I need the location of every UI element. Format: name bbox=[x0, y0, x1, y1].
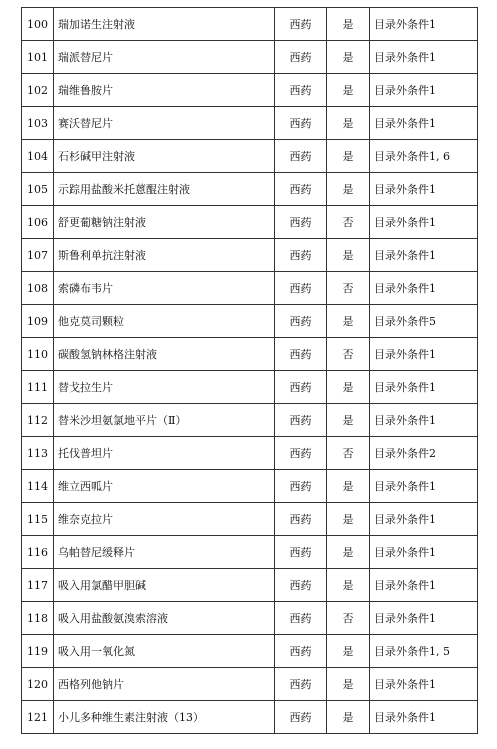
table-row bbox=[22, 173, 478, 206]
drug-category-cell: 西药 bbox=[275, 371, 327, 404]
condition-cell: 目录外条件5 bbox=[370, 305, 478, 338]
flag-cell: 否 bbox=[327, 272, 370, 305]
flag-cell: 是 bbox=[327, 404, 370, 437]
table-row bbox=[22, 74, 478, 107]
drug-name-cell: 碳酸氢钠林格注射液 bbox=[54, 338, 275, 371]
drug-name-cell: 斯鲁利单抗注射液 bbox=[54, 239, 275, 272]
drug-category-cell: 西药 bbox=[275, 140, 327, 173]
condition-cell: 目录外条件1 bbox=[370, 701, 478, 734]
drug-name-cell: 瑞派替尼片 bbox=[54, 41, 275, 74]
table-row bbox=[22, 668, 478, 701]
drug-category-cell: 西药 bbox=[275, 272, 327, 305]
drug-name-cell: 西格列他钠片 bbox=[54, 668, 275, 701]
condition-cell: 目录外条件1 bbox=[370, 569, 478, 602]
table-row bbox=[22, 470, 478, 503]
table-row bbox=[22, 206, 478, 239]
document-page bbox=[21, 7, 477, 734]
condition-cell: 目录外条件1 bbox=[370, 107, 478, 140]
row-number-cell: 103 bbox=[22, 107, 54, 140]
flag-cell: 是 bbox=[327, 8, 370, 41]
row-number-cell: 120 bbox=[22, 668, 54, 701]
table-row bbox=[22, 107, 478, 140]
flag-cell: 否 bbox=[327, 602, 370, 635]
drug-name-cell: 乌帕替尼缓释片 bbox=[54, 536, 275, 569]
drug-category-cell: 西药 bbox=[275, 668, 327, 701]
drug-name-cell: 赛沃替尼片 bbox=[54, 107, 275, 140]
drug-category-cell: 西药 bbox=[275, 635, 327, 668]
drug-name-cell: 吸入用氯醋甲胆碱 bbox=[54, 569, 275, 602]
row-number-cell: 105 bbox=[22, 173, 54, 206]
flag-cell: 是 bbox=[327, 635, 370, 668]
row-number-cell: 108 bbox=[22, 272, 54, 305]
flag-cell: 是 bbox=[327, 503, 370, 536]
drug-category-cell: 西药 bbox=[275, 569, 327, 602]
flag-cell: 是 bbox=[327, 470, 370, 503]
table-row bbox=[22, 536, 478, 569]
row-number-cell: 101 bbox=[22, 41, 54, 74]
table-row bbox=[22, 371, 478, 404]
drug-name-cell: 示踪用盐酸米托蒽醌注射液 bbox=[54, 173, 275, 206]
flag-cell: 否 bbox=[327, 338, 370, 371]
drug-name-cell: 维立西呱片 bbox=[54, 470, 275, 503]
condition-cell: 目录外条件1 bbox=[370, 338, 478, 371]
drug-name-cell: 吸入用盐酸氨溴索溶液 bbox=[54, 602, 275, 635]
row-number-cell: 109 bbox=[22, 305, 54, 338]
drug-name-cell: 替戈拉生片 bbox=[54, 371, 275, 404]
drug-name-cell: 托伐普坦片 bbox=[54, 437, 275, 470]
condition-cell: 目录外条件1 bbox=[370, 272, 478, 305]
drug-name-cell: 舒更葡糖钠注射液 bbox=[54, 206, 275, 239]
drug-category-cell: 西药 bbox=[275, 437, 327, 470]
drug-category-cell: 西药 bbox=[275, 305, 327, 338]
condition-cell: 目录外条件1 bbox=[370, 668, 478, 701]
flag-cell: 是 bbox=[327, 239, 370, 272]
flag-cell: 是 bbox=[327, 173, 370, 206]
row-number-cell: 104 bbox=[22, 140, 54, 173]
table-row bbox=[22, 635, 478, 668]
table-row bbox=[22, 701, 478, 734]
drug-list-table bbox=[21, 7, 478, 734]
drug-category-cell: 西药 bbox=[275, 470, 327, 503]
drug-name-cell: 索磷布韦片 bbox=[54, 272, 275, 305]
row-number-cell: 111 bbox=[22, 371, 54, 404]
table-row bbox=[22, 140, 478, 173]
table-row bbox=[22, 569, 478, 602]
drug-category-cell: 西药 bbox=[275, 41, 327, 74]
row-number-cell: 100 bbox=[22, 8, 54, 41]
drug-category-cell: 西药 bbox=[275, 503, 327, 536]
table-row bbox=[22, 8, 478, 41]
flag-cell: 是 bbox=[327, 41, 370, 74]
table-row bbox=[22, 404, 478, 437]
condition-cell: 目录外条件1 bbox=[370, 404, 478, 437]
drug-name-cell: 吸入用一氧化氮 bbox=[54, 635, 275, 668]
row-number-cell: 112 bbox=[22, 404, 54, 437]
condition-cell: 目录外条件1 bbox=[370, 173, 478, 206]
drug-name-cell: 替米沙坦氨氯地平片（Ⅱ） bbox=[54, 404, 275, 437]
row-number-cell: 118 bbox=[22, 602, 54, 635]
table-row bbox=[22, 239, 478, 272]
condition-cell: 目录外条件1 bbox=[370, 371, 478, 404]
flag-cell: 否 bbox=[327, 437, 370, 470]
condition-cell: 目录外条件1 bbox=[370, 536, 478, 569]
drug-category-cell: 西药 bbox=[275, 602, 327, 635]
table-row bbox=[22, 338, 478, 371]
drug-category-cell: 西药 bbox=[275, 338, 327, 371]
flag-cell: 是 bbox=[327, 668, 370, 701]
table-row bbox=[22, 41, 478, 74]
condition-cell: 目录外条件1 bbox=[370, 602, 478, 635]
row-number-cell: 119 bbox=[22, 635, 54, 668]
row-number-cell: 117 bbox=[22, 569, 54, 602]
flag-cell: 是 bbox=[327, 140, 370, 173]
condition-cell: 目录外条件1, 5 bbox=[370, 635, 478, 668]
condition-cell: 目录外条件1 bbox=[370, 74, 478, 107]
condition-cell: 目录外条件1 bbox=[370, 470, 478, 503]
drug-category-cell: 西药 bbox=[275, 536, 327, 569]
drug-name-cell: 维奈克拉片 bbox=[54, 503, 275, 536]
flag-cell: 是 bbox=[327, 371, 370, 404]
drug-name-cell: 瑞加诺生注射液 bbox=[54, 8, 275, 41]
flag-cell: 是 bbox=[327, 536, 370, 569]
condition-cell: 目录外条件2 bbox=[370, 437, 478, 470]
row-number-cell: 102 bbox=[22, 74, 54, 107]
table-row bbox=[22, 602, 478, 635]
condition-cell: 目录外条件1 bbox=[370, 41, 478, 74]
row-number-cell: 121 bbox=[22, 701, 54, 734]
table-row bbox=[22, 272, 478, 305]
drug-category-cell: 西药 bbox=[275, 173, 327, 206]
flag-cell: 是 bbox=[327, 74, 370, 107]
flag-cell: 是 bbox=[327, 701, 370, 734]
flag-cell: 是 bbox=[327, 107, 370, 140]
condition-cell: 目录外条件1 bbox=[370, 206, 478, 239]
row-number-cell: 116 bbox=[22, 536, 54, 569]
drug-name-cell: 小儿多种维生素注射液（13） bbox=[54, 701, 275, 734]
drug-category-cell: 西药 bbox=[275, 239, 327, 272]
drug-category-cell: 西药 bbox=[275, 206, 327, 239]
table-row bbox=[22, 503, 478, 536]
row-number-cell: 113 bbox=[22, 437, 54, 470]
condition-cell: 目录外条件1 bbox=[370, 239, 478, 272]
condition-cell: 目录外条件1 bbox=[370, 8, 478, 41]
drug-name-cell: 他克莫司颗粒 bbox=[54, 305, 275, 338]
drug-name-cell: 石杉碱甲注射液 bbox=[54, 140, 275, 173]
table-row bbox=[22, 437, 478, 470]
drug-category-cell: 西药 bbox=[275, 404, 327, 437]
drug-category-cell: 西药 bbox=[275, 8, 327, 41]
condition-cell: 目录外条件1 bbox=[370, 503, 478, 536]
table-body bbox=[22, 8, 478, 734]
row-number-cell: 110 bbox=[22, 338, 54, 371]
flag-cell: 否 bbox=[327, 206, 370, 239]
flag-cell: 是 bbox=[327, 305, 370, 338]
drug-category-cell: 西药 bbox=[275, 107, 327, 140]
row-number-cell: 107 bbox=[22, 239, 54, 272]
row-number-cell: 106 bbox=[22, 206, 54, 239]
row-number-cell: 115 bbox=[22, 503, 54, 536]
table-row bbox=[22, 305, 478, 338]
flag-cell: 是 bbox=[327, 569, 370, 602]
drug-category-cell: 西药 bbox=[275, 74, 327, 107]
condition-cell: 目录外条件1, 6 bbox=[370, 140, 478, 173]
drug-category-cell: 西药 bbox=[275, 701, 327, 734]
drug-name-cell: 瑞维鲁胺片 bbox=[54, 74, 275, 107]
row-number-cell: 114 bbox=[22, 470, 54, 503]
